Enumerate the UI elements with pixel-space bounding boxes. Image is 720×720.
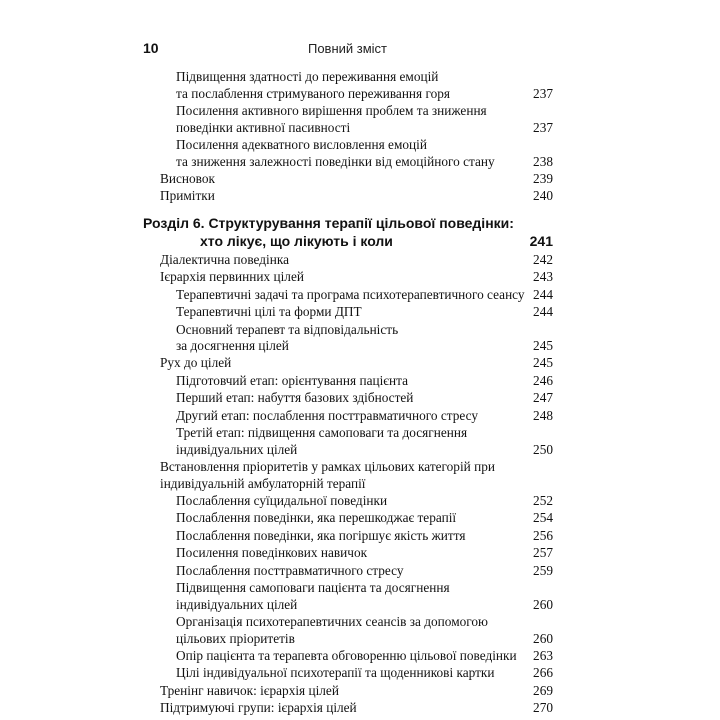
toc-page-number: 245 xyxy=(533,338,553,354)
toc-page-number: 260 xyxy=(533,630,553,646)
toc-entry xyxy=(143,137,553,170)
toc-entry-title-line: індивідуальних цілей xyxy=(176,596,298,612)
toc-entry xyxy=(143,355,553,372)
toc-entry-title-line: та зниження залежності поведінки від емоційного стану xyxy=(176,153,495,169)
toc-page-number: 245 xyxy=(533,355,553,371)
toc-page-number: 237 xyxy=(533,119,553,135)
toc-entry-title-line: Тренінг навичок: ієрархія цілей xyxy=(160,682,339,698)
toc-page-number: 266 xyxy=(533,665,553,681)
toc-entry-title-line: Підготовчий етап: орієнтування пацієнта xyxy=(176,372,408,388)
toc-entry xyxy=(143,563,553,580)
toc-entry xyxy=(143,390,553,407)
toc-page-number: 237 xyxy=(533,85,553,101)
toc-entry-title-line: Організація психотерапевтичних сеансів за допомогою xyxy=(176,613,488,629)
toc-entry-title-line: Діалектична поведінка xyxy=(160,251,289,267)
toc-entry-title-line: за досягнення цілей xyxy=(176,338,289,354)
toc-page-number: 247 xyxy=(533,390,553,406)
toc-entry-title-line: Розділ 6. Структурування терапії цільової поведінки: xyxy=(143,214,514,231)
toc-entry-title-line: Підвищення самоповаги пацієнта та досягнення xyxy=(176,579,450,595)
toc-entry xyxy=(143,425,553,458)
toc-entry-title-line: Другий етап: послаблення посттравматичного стресу xyxy=(176,407,478,423)
toc-entry xyxy=(143,103,553,136)
toc-entry xyxy=(143,665,553,682)
toc-entry-title-line: Посилення активного вирішення проблем та зниження xyxy=(176,102,487,118)
toc-entry xyxy=(143,510,553,527)
toc-entry xyxy=(143,700,553,717)
toc-entry xyxy=(143,528,553,545)
toc-entry-title-line: Підвищення здатності до переживання емоцій xyxy=(176,69,439,84)
toc-entry xyxy=(143,580,553,613)
toc-page-number: 257 xyxy=(533,545,553,561)
toc-entry-title-line: Рух до цілей xyxy=(160,355,232,371)
toc-entry-title-line: Терапевтичні задачі та програма психотерапевтичного сеансу xyxy=(176,286,525,302)
toc-entry xyxy=(143,683,553,700)
toc-entry-title-line: Ієрархія первинних цілей xyxy=(160,269,304,285)
toc-page-number: 242 xyxy=(533,251,553,267)
toc-entry xyxy=(143,614,553,647)
toc-page-number: 238 xyxy=(533,153,553,169)
toc-entry xyxy=(143,493,553,510)
toc-entry xyxy=(143,269,553,286)
toc-entry-title-line: Основний терапевт та відповідальність xyxy=(176,321,399,337)
toc-page-number: 252 xyxy=(533,493,553,509)
toc-entry xyxy=(143,545,553,562)
toc-entry-title-line: Опір пацієнта та терапевта обговоренню цільової поведінки xyxy=(176,647,517,663)
toc-entry xyxy=(143,252,553,269)
toc-page-number: 243 xyxy=(533,269,553,285)
toc-entry-title-line: Послаблення посттравматичного стресу xyxy=(176,562,404,578)
toc-page-number: 263 xyxy=(533,647,553,663)
toc-entry-title-line: Послаблення поведінки, яка погіршує якість життя xyxy=(176,527,466,543)
toc-page-number: 259 xyxy=(533,562,553,578)
toc-page-number: 269 xyxy=(533,682,553,698)
page-header xyxy=(143,40,552,60)
toc-entry xyxy=(143,171,553,188)
toc-entry-title-line: хто лікує, що лікують і коли xyxy=(200,232,393,249)
page-number: 10 xyxy=(143,40,159,56)
toc-page-number: 260 xyxy=(533,596,553,612)
toc-entry-title-line: Встановлення пріоритетів у рамках цільових категорій при xyxy=(160,459,495,475)
toc-entry-title-line: Послаблення суїцидальної поведінки xyxy=(176,493,388,509)
toc-entry-title-line: Третій етап: підвищення самоповаги та досягнення xyxy=(176,425,468,441)
toc-page-number: 246 xyxy=(533,372,553,388)
toc-chapter-heading xyxy=(143,214,553,250)
toc-page-number: 244 xyxy=(533,304,553,320)
toc-entry-title-line: Посилення поведінкових навичок xyxy=(176,545,368,561)
toc-entry-title-line: Послаблення поведінки, яка перешкоджає терапії xyxy=(176,510,457,526)
toc-page-number: 256 xyxy=(533,527,553,543)
toc-entry-title-line: цільових пріоритетів xyxy=(176,630,295,646)
toc-page-number: 254 xyxy=(533,510,553,526)
running-title: Повний зміст xyxy=(307,41,388,56)
toc-page-number: 239 xyxy=(533,170,553,186)
toc-entry-title-line: Перший етап: набуття базових здібностей xyxy=(176,390,414,406)
toc-entry-title-line: індивідуальних цілей xyxy=(176,441,298,457)
toc-page-number: 244 xyxy=(533,286,553,302)
toc-entry-title-line: Примітки xyxy=(160,188,215,204)
toc-page-number: 250 xyxy=(533,441,553,457)
toc-entry-title-line: Посилення адекватного висловлення емоцій xyxy=(176,136,427,152)
toc-entry xyxy=(143,188,553,205)
toc-page-number: 248 xyxy=(533,407,553,423)
toc-page-number: 240 xyxy=(533,188,553,204)
toc-entry-title-line: Терапевтичні цілі та форми ДПТ xyxy=(176,304,362,320)
toc-entry xyxy=(143,373,553,390)
toc-entry xyxy=(143,648,553,665)
toc-entry-title-line: індивідуальній амбулаторній терапії xyxy=(160,475,366,491)
toc-entry-title-line: Висновок xyxy=(160,170,215,186)
toc-entry xyxy=(143,408,553,425)
toc-entry xyxy=(143,304,553,321)
toc-entry-title-line: та послаблення стримуваного переживання горя xyxy=(176,85,451,101)
toc-entry xyxy=(143,322,553,355)
table-of-contents xyxy=(143,69,553,718)
toc-entry-title-line: поведінки активної пасивності xyxy=(176,119,351,135)
toc-entry-title-line: Цілі індивідуальної психотерапії та щоденникові картки xyxy=(176,665,495,681)
toc-entry xyxy=(143,69,553,102)
toc-entry xyxy=(143,287,553,304)
toc-page-number: 270 xyxy=(533,700,553,716)
toc-entry xyxy=(143,459,553,492)
toc-page-number: 241 xyxy=(529,232,553,249)
toc-entry-title-line: Підтримуючі групи: ієрархія цілей xyxy=(160,700,357,716)
